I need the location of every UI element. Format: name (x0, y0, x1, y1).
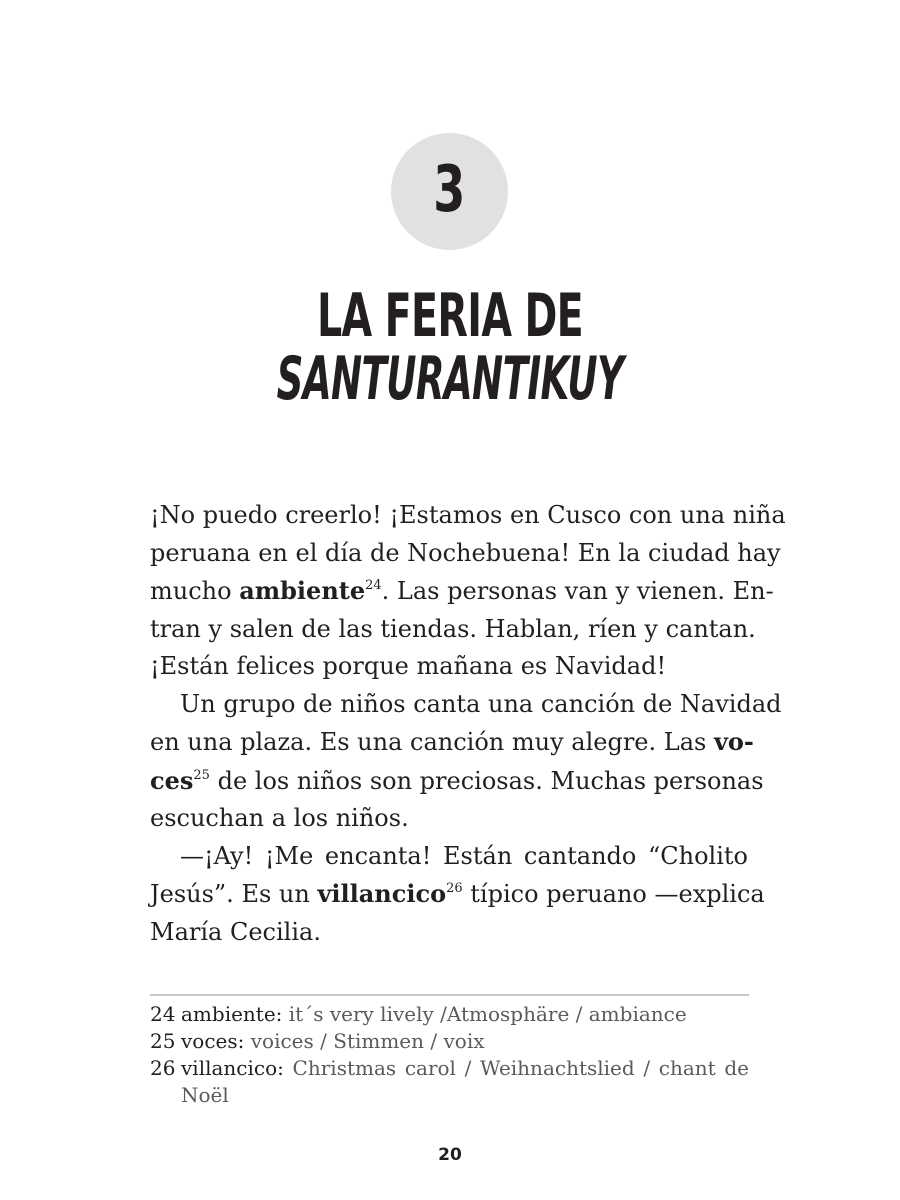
footnote-ref-25: 25 (193, 767, 210, 783)
chapter-number-badge (391, 133, 508, 250)
chapter-title-line1: LA FERIA DE (316, 281, 584, 351)
footnote-term: voces: (181, 1029, 245, 1053)
footnote-number: 25 (150, 1029, 176, 1053)
footnote-number: 24 (150, 1002, 176, 1026)
footnote-ref-24: 24 (365, 578, 382, 593)
text-line: en una plaza. Es una canción muy alegre. Las vo- (150, 727, 754, 756)
text-line: —¡Ay! ¡Me encanta! Están cantando “Cholito (180, 841, 748, 870)
chapter-title-line2: SANTURANTIKUY (276, 344, 624, 414)
text-line: Un grupo de niños canta una canción de Navidad (180, 689, 782, 718)
footnote-ref-26: 26 (446, 881, 463, 896)
footnotes (150, 1001, 749, 1109)
footnote-text: Christmas carol / Weihnachtslied / chant de Noël (181, 1056, 749, 1107)
text-line: ces$^{25}$ de los niños son preciosas. Muchas personas (150, 765, 764, 795)
paragraph-2 (150, 686, 782, 838)
text-line: María Cecilia. (150, 917, 321, 946)
text-line: ¡Están felices porque mañana es Navidad! (150, 652, 667, 680)
footnote-text: voices / Stimmen / voix (244, 1029, 485, 1053)
text-line: ¡No puedo creerlo! ¡Estamos en Cusco con una niña (150, 501, 786, 529)
glossary-term-voces-cont: ces (150, 765, 194, 795)
footnote-term: villancico: (181, 1056, 284, 1080)
footnote-text: it´s very lively /Atmosphäre / ambiance (282, 1002, 687, 1026)
text-line: peruana en el día de Nochebuena! En la ciudad hay (150, 538, 781, 567)
footnote-25 (150, 1028, 749, 1055)
footnote-26 (150, 1055, 749, 1109)
page-number: 20 (438, 1145, 462, 1165)
paragraph-1 (150, 497, 786, 686)
footnote-divider (150, 994, 749, 996)
glossary-term-villancico: villancico (317, 879, 447, 908)
footnote-24 (150, 1001, 749, 1028)
glossary-term-ambiente: ambiente (239, 576, 366, 605)
chapter-body (150, 497, 786, 951)
text-line: escuchan a los niños. (150, 804, 409, 832)
footnote-term: ambiente: (181, 1002, 283, 1026)
paragraph-3 (150, 838, 765, 952)
text-line: mucho ambiente$^{24}$. Las personas van y vienen. En- (150, 576, 774, 605)
footnote-number: 26 (150, 1056, 176, 1080)
text-line: tran y salen de las tiendas. Hablan, ríen y cantan. (150, 614, 756, 643)
text-line: Jesús”. Es un villancico$^{26}$ típico peruano —explica (150, 879, 765, 908)
glossary-term-voces: vo- (713, 727, 754, 756)
chapter-number: 3 (433, 152, 466, 227)
